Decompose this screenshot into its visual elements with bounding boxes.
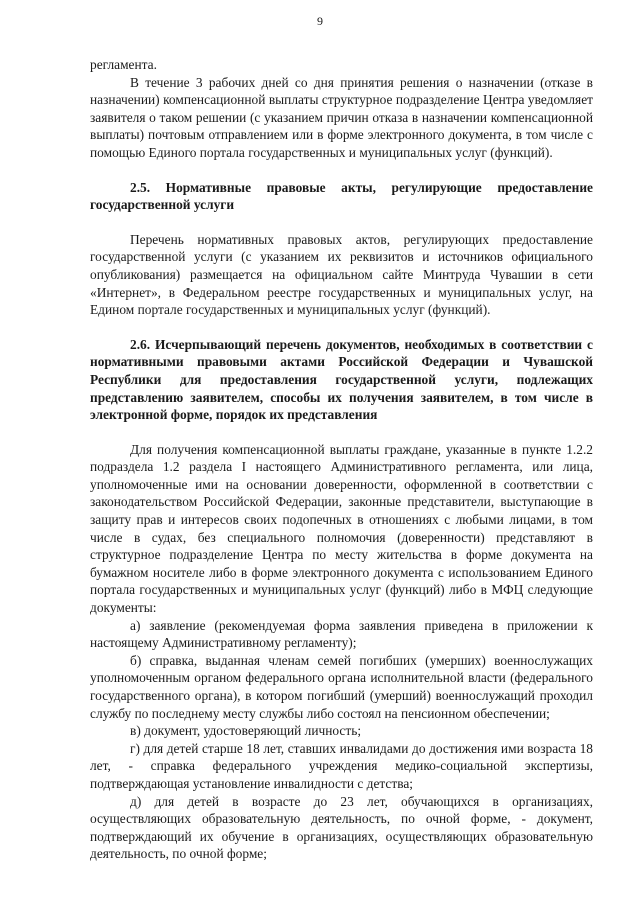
section-heading-2-5: 2.5. Нормативные правовые акты, регулирующие предоставление государственной услуги xyxy=(90,179,593,213)
list-item-g: г) для детей старше 18 лет, ставших инвалидами до достижения ими возраста 18 лет, - справка федерального учреждения медико-социальной экспертизы, подтверждающая установление инвалидности с детства; xyxy=(90,740,593,791)
paragraph-continuation: регламента. xyxy=(90,57,157,72)
page-number: 9 xyxy=(317,14,323,28)
list-item-d: д) для детей в возрасте до 23 лет, обучающихся в организациях, осуществляющих образовательную деятельность, по очной форме, - документ, подтверждающий их обучение в организациях, осуществляющих образовательную деятельность, по очной форме; xyxy=(90,793,593,862)
document-body xyxy=(90,56,593,863)
paragraph-legal-acts: Перечень нормативных правовых актов, регулирующих предоставление государственной услуги (с указанием их реквизитов и источников официального опубликования) размещается на официальном сайте Минтруда Чувашии в сети «Интернет», в Федеральном реестре государственных и муниципальных услуг, на Едином портале государственных и муниципальных услуг (функций). xyxy=(90,231,593,318)
section-heading-2-6: 2.6. Исчерпывающий перечень документов, необходимых в соответствии с нормативными правовыми актами Российской Федерации и Чувашской Республики для предоставления государственной услуги, подлежащих представлению заявителем, способы их получения заявителем, в том числе в электронной форме, порядок их представления xyxy=(90,336,593,423)
list-item-v: в) документ, удостоверяющий личность; xyxy=(130,723,362,739)
list-item-b: б) справка, выданная членам семей погибших (умерших) военнослужащих уполномоченным органом федерального органа исполнительной власти (федерального государственного органа), в котором погибший (умерший) военнослужащий проходил службу по последнему месту службы либо состоял на пенсионном обеспечении; xyxy=(90,652,593,721)
paragraph-notification: В течение 3 рабочих дней со дня принятия решения о назначении (отказе в назначении) компенсационной выплаты структурное подразделение Центра уведомляет заявителя о таком решении (с указанием причин отказа в назначении компенсационной выплаты) почтовым отправлением или в форме электронного документа, в том числе с помощью Единого портала государственных и муниципальных услуг (функций). xyxy=(90,74,593,160)
list-item-a: а) заявление (рекомендуемая форма заявления приведена в приложении к настоящему Административному регламенту); xyxy=(90,617,593,651)
paragraph-documents-intro: Для получения компенсационной выплаты граждане, указанные в пункте 1.2.2 подраздела 1.2 раздела I настоящего Административного регламента, или лица, уполномоченные ими на основании доверенности, оформленной в соответствии с законодательством Российской Федерации, законные представители, выступающие в защиту прав и интересов своих подопечных в отношениях с любыми лицами, в том числе в судах, без специального полномочия (доверенности) представляют в структурное подразделение Центра по месту жительства в форме документа на бумажном носителе либо в форме электронного документа с использованием Единого портала государственных и муниципальных услуг (функций) либо в МФЦ следующие документы: xyxy=(90,441,593,616)
